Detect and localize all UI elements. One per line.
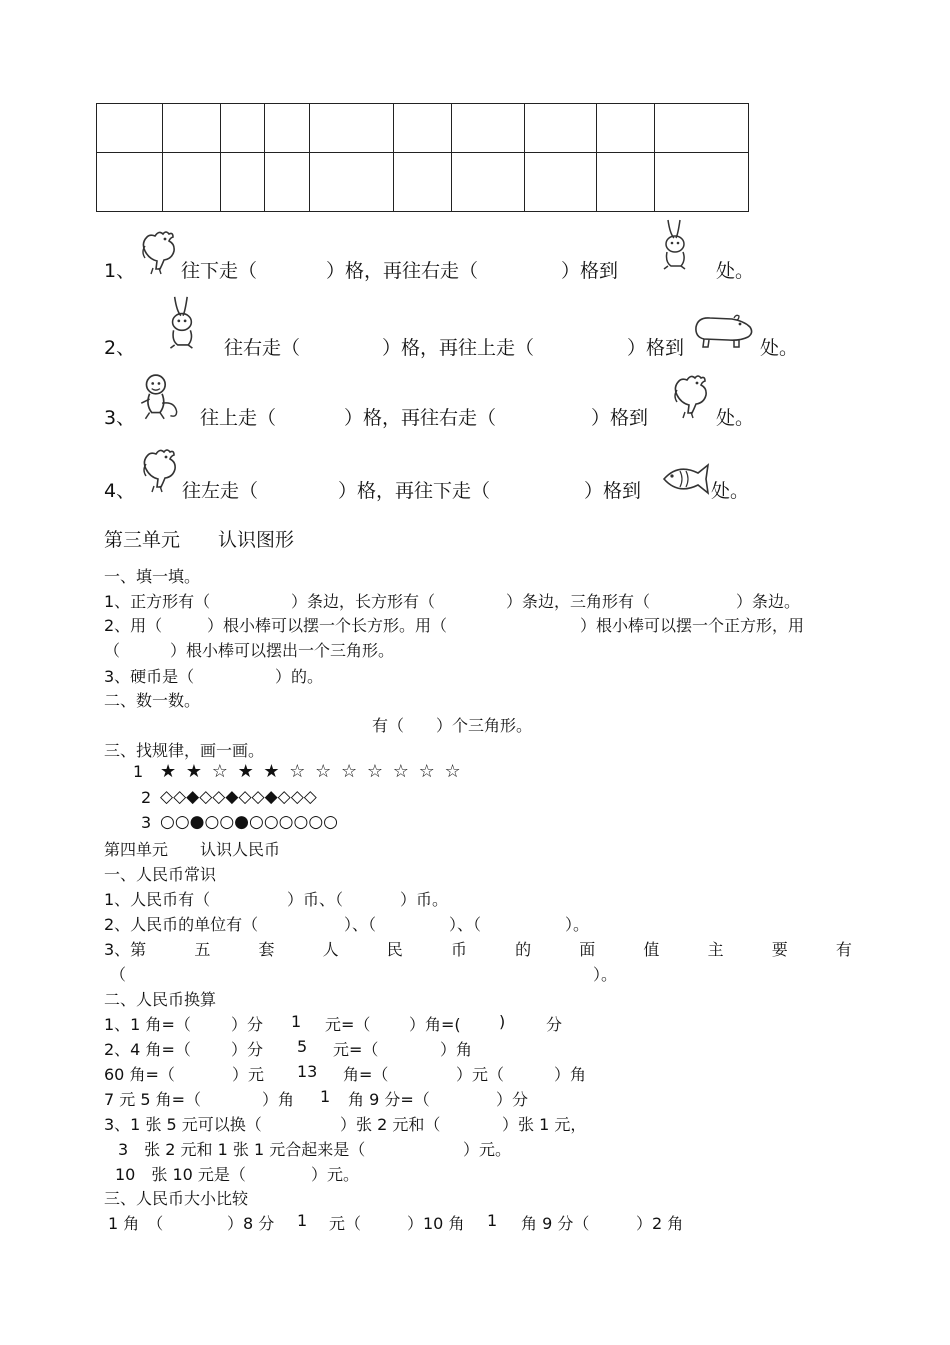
know-q3-word: 面	[579, 940, 596, 959]
pattern3-number: 3	[141, 813, 152, 832]
rooster-icon	[138, 446, 182, 496]
know-q2-b: ）、（	[344, 915, 377, 934]
conv-q3-c: 13	[297, 1062, 318, 1081]
fish-icon	[658, 459, 712, 499]
route-q3-part-c: ）格到	[591, 407, 649, 429]
rabbit-icon	[160, 293, 206, 353]
know-q1-b: ）币、（	[287, 890, 344, 909]
cmp-g: 角 9 分（	[521, 1214, 590, 1233]
fill-q3-b: ）的。	[275, 667, 324, 686]
fill-q1-b: ）条边，长方形有（	[291, 592, 436, 611]
conv-q3-a: 60 角=（	[104, 1065, 175, 1084]
conv-q1-f: )	[499, 1012, 506, 1031]
fill-q1-c: ）条边，三角形有（	[506, 592, 651, 611]
pattern2-number: 2	[141, 788, 152, 807]
unit3-heading: 第三单元 认识图形	[104, 529, 295, 551]
conv-q4-c: 1	[320, 1087, 331, 1106]
monkey-icon	[137, 372, 183, 424]
cmp-d: 元（	[329, 1214, 362, 1233]
rooster-icon	[669, 372, 713, 422]
fill-q2-a: 2、用（	[104, 616, 163, 635]
fill-q2-b: ）根小棒可以摆一个长方形。用（	[207, 616, 448, 635]
conv-q5-c: ）张 1 元，	[502, 1115, 587, 1134]
conv-q3-b: ）元	[232, 1065, 265, 1084]
grid-cell	[394, 153, 452, 212]
know-q3-word: 主	[707, 940, 724, 959]
cmp-e: ）10 角	[407, 1214, 465, 1233]
cmp-f: 1	[487, 1211, 498, 1230]
grid-cell	[597, 104, 655, 153]
conv-q4-b: ）角	[262, 1090, 295, 1109]
grid-cell	[265, 153, 310, 212]
fill-q2-c: ）根小棒可以摆一个正方形，用	[580, 616, 805, 635]
cmp-h: ）2 角	[636, 1214, 684, 1233]
grid-cell	[394, 104, 452, 153]
grid-cell	[310, 153, 394, 212]
grid-cell	[97, 104, 163, 153]
know-q3-word: 值	[643, 940, 660, 959]
conv-q6-a: 3 张 2 元和 1 张 1 元合起来是（	[118, 1140, 366, 1159]
know-q3-word: 要	[771, 940, 788, 959]
grid-cell	[310, 104, 394, 153]
conv-q3-f: ）角	[554, 1065, 587, 1084]
route-q4-number: 4、	[104, 480, 136, 502]
route-q4-part-d: 处。	[711, 480, 750, 502]
grid-cell	[525, 153, 597, 212]
cmp-c: 1	[297, 1211, 308, 1230]
cmp-b: ）8 分	[227, 1214, 275, 1233]
know-q3-line	[104, 937, 852, 960]
know-q3-word: 有	[835, 940, 852, 959]
conv-q1-e: ）角=(	[409, 1015, 461, 1034]
know-q3-close: ）。	[593, 965, 618, 984]
grid-cell	[221, 153, 265, 212]
conv-q6-b: ）元。	[463, 1140, 512, 1159]
route-q2-part-a: 往右走（	[224, 337, 301, 359]
grid-cell	[655, 104, 749, 153]
conv-q2-d: 元=（	[333, 1040, 379, 1059]
grid-cell	[163, 104, 221, 153]
unit3-section1-title: 一、填一填。	[104, 567, 201, 586]
know-q3-word: 套	[258, 940, 275, 959]
conv-q2-b: ）分	[231, 1040, 264, 1059]
unit4-section1-title: 一、人民币常识	[104, 865, 217, 884]
route-q2-part-d: 处。	[760, 337, 799, 359]
know-q3-word: 人	[322, 940, 339, 959]
grid-cell	[97, 153, 163, 212]
grid-cell	[655, 153, 749, 212]
conv-q7-b: ）元。	[311, 1165, 360, 1184]
unit4-heading: 第四单元 认识人民币	[104, 840, 281, 859]
conv-q1-d: 元=（	[325, 1015, 371, 1034]
know-q3-word: 五	[194, 940, 211, 959]
unit3-section2-title: 二、数一数。	[104, 691, 201, 710]
conv-q4-a: 7 元 5 角=（	[104, 1090, 202, 1109]
route-q4-part-a: 往左走（	[182, 480, 259, 502]
route-q2-part-c: ）格到	[627, 337, 685, 359]
conv-q1-a: 1、1 角=（	[104, 1015, 191, 1034]
hippo-icon	[690, 313, 756, 351]
fill-q3-a: 3、硬币是（	[104, 667, 195, 686]
grid-cell	[525, 104, 597, 153]
know-q3-word: 的	[515, 940, 532, 959]
grid-cell	[221, 104, 265, 153]
pattern1-number: 1	[133, 762, 144, 781]
pattern1-stars: ★ ★ ☆ ★ ★ ☆ ☆ ☆ ☆ ☆ ☆ ☆	[160, 761, 461, 782]
conv-q3-e: ）元（	[456, 1065, 505, 1084]
grid-cell	[265, 104, 310, 153]
conv-q1-g: 分	[546, 1015, 563, 1034]
grid-cell	[163, 153, 221, 212]
conv-q2-e: ）角	[440, 1040, 473, 1059]
know-q2-c: ）、（	[449, 915, 482, 934]
conv-q7-a: 10 张 10 元是（	[115, 1165, 246, 1184]
route-grid	[96, 103, 749, 212]
grid-cell	[452, 153, 525, 212]
conv-q2-c: 5	[297, 1037, 308, 1056]
fill-q1-d: ）条边。	[736, 592, 801, 611]
route-q3-part-d: 处。	[716, 407, 755, 429]
route-q3-number: 3、	[104, 407, 136, 429]
pattern2-diamonds: ◇◇◆◇◇◆◇◇◆◇◇◇	[160, 787, 317, 807]
know-q3-word: 民	[386, 940, 403, 959]
conv-q5-a: 3、1 张 5 元可以换（	[104, 1115, 262, 1134]
unit3-section3-title: 三、找规律，画一画。	[104, 741, 265, 760]
pattern3-circles: ○○●○○●○○○○○○	[160, 812, 339, 832]
know-q3-word: 3、第	[104, 940, 147, 959]
route-q2-number: 2、	[104, 337, 136, 359]
rooster-icon	[137, 228, 181, 278]
conv-q1-c: 1	[291, 1012, 302, 1031]
route-q1-part-b: ）格，再往右走（	[326, 260, 479, 282]
fill-q1-a: 1、正方形有（	[104, 592, 211, 611]
route-q1-part-c: ）格到	[561, 260, 619, 282]
route-q4-part-b: ）格，再往下走（	[338, 480, 491, 502]
conv-q1-b: ）分	[231, 1015, 264, 1034]
conv-q4-d: 角 9 分=（	[348, 1090, 430, 1109]
unit4-section3-title: 三、人民币大小比较	[104, 1189, 249, 1208]
grid-cell	[597, 153, 655, 212]
conv-q3-d: 角=（	[343, 1065, 389, 1084]
grid-cell	[452, 104, 525, 153]
know-q1-c: ）币。	[400, 890, 449, 909]
route-q3-part-a: 往上走（	[200, 407, 277, 429]
route-q1-number: 1、	[104, 260, 136, 282]
rabbit-icon	[654, 216, 698, 274]
know-q3-word: 币	[450, 940, 467, 959]
unit4-section2-title: 二、人民币换算	[104, 990, 217, 1009]
route-q2-part-b: ）格，再往上走（	[382, 337, 535, 359]
know-q2-a: 2、人民币的单位有（	[104, 915, 259, 934]
cmp-a: 1 角 （	[108, 1214, 164, 1233]
route-q1-part-d: 处。	[716, 260, 755, 282]
conv-q5-b: ）张 2 元和（	[340, 1115, 441, 1134]
fill-q2-d: （	[104, 641, 121, 660]
know-q1-a: 1、人民币有（	[104, 890, 211, 909]
route-q4-part-c: ）格到	[584, 480, 642, 502]
know-q2-d: ）。	[565, 915, 590, 934]
know-q3-open: （	[110, 965, 127, 984]
count-triangles-text: 有（ ）个三角形。	[372, 716, 533, 735]
route-q3-part-b: ）格，再往右走（	[344, 407, 497, 429]
conv-q2-a: 2、4 角=（	[104, 1040, 191, 1059]
fill-q2-e: ）根小棒可以摆出一个三角形。	[170, 641, 395, 660]
conv-q4-e: ）分	[496, 1090, 529, 1109]
route-q1-part-a: 往下走（	[181, 260, 258, 282]
